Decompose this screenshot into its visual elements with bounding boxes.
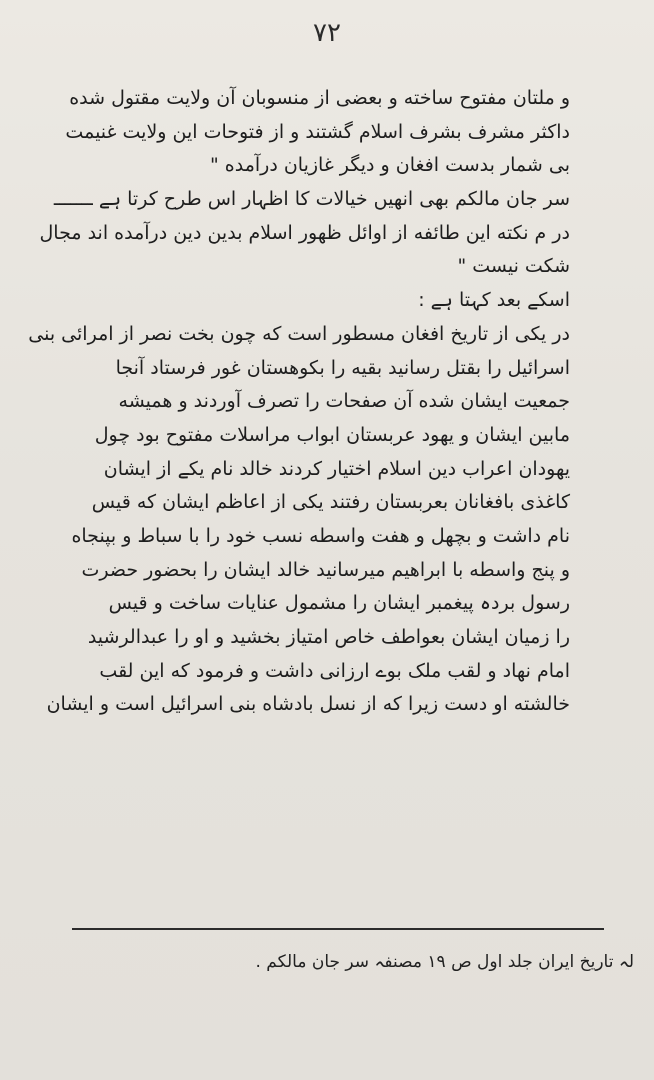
main-text	[28, 82, 570, 722]
text-line: و ملتان مفتوح ساخته و بعضی از منسوبان آن ولایت مقتول شده	[69, 87, 570, 109]
text-line: یهودان اعراب دین اسلام اختیار کردند خالد نام یکے از ایشان	[103, 457, 570, 480]
text-line: اسرائیل را بقتل رسانید بقیه را بکوهستان غور فرستاد آنجا	[115, 356, 570, 379]
text-line: بی شمار بدست افغان و دیگر غازیان درآمده "	[209, 154, 570, 177]
text-line: جمعیت ایشان شده آن صفحات را تصرف آوردند و همیشه	[118, 390, 570, 413]
text-line: کاغذی بافغانان بعربستان رفتند یکی از اعاظم ایشان که قیس	[91, 491, 570, 514]
text-line: اسکے بعد کہتا ہے :	[418, 289, 570, 312]
text-line: خالشته او دست زیرا که از نسل بادشاه بنی اسرائیل است و ایشان	[46, 693, 570, 716]
text-line: امام نهاد و لقب ملک بوے ارزانی داشت و فرمود که این لقب	[99, 659, 570, 682]
text-line: در یکی از تاریخ افغان مسطور است که چون بخت نصر از امرائی بنی	[28, 322, 570, 345]
text-line: داکثر مشرف بشرف اسلام گشتند و از فتوحات این ولایت غنیمت	[65, 120, 570, 143]
text-line: نام داشت و بچهل و هفت واسطه نسب خود را با سباط و بپنجاه	[71, 524, 570, 547]
text-line: سر جان مالکم بھی انھیں خیالات کا اظہار اس طرح کرتا ہے ـــــــ	[53, 188, 570, 211]
text-line: رسول بردہ پیغمبر ایشان را مشمول عنایات ساخت و قیس	[108, 592, 570, 615]
footnote: لہ تاریخ ایران جلد اول ص ۱۹ مصنفہ سر جان مالکم .	[255, 952, 634, 972]
text-line: را زمیان ایشان بعواطف خاص امتیاز بخشید و او را عبدالرشید	[87, 626, 570, 648]
text-line: شکت نیست "	[457, 255, 570, 278]
text-line: و پنج واسطه با ابراهیم میرسانید خالد ایشان را بحضور حضرت	[81, 558, 570, 581]
text-line: مابین ایشان و یهود عربستان ابواب مراسلات مفتوح بود چول	[94, 423, 570, 446]
footnote-divider	[72, 928, 604, 930]
text-line: در م نکته این طائفه از اوائل ظهور اسلام بدین دین درآمده اند مجال	[39, 221, 570, 244]
page-number: ۷۲	[313, 18, 341, 48]
